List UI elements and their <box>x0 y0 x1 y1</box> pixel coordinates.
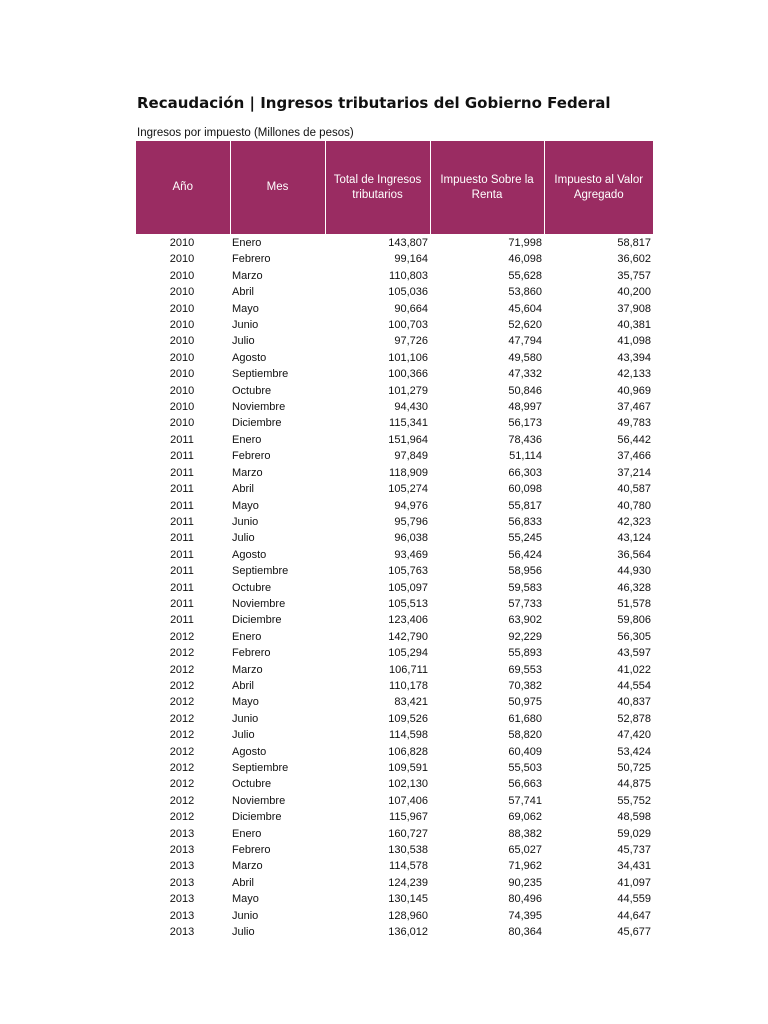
cell-total-tax-revenue: 110,803 <box>389 269 428 282</box>
table-row <box>136 498 653 514</box>
cell-month: Abril <box>232 876 255 889</box>
cell-month: Junio <box>232 909 259 922</box>
cell-year: 2011 <box>170 483 194 496</box>
cell-income-tax: 55,503 <box>508 762 542 774</box>
cell-income-tax: 50,975 <box>508 696 542 709</box>
cell-income-tax: 56,424 <box>508 548 542 561</box>
cell-year: 2013 <box>169 860 195 873</box>
cell-month: Junio <box>232 712 259 725</box>
cell-vat: 41,097 <box>617 876 651 889</box>
cell-total-tax-revenue: 114,598 <box>389 729 428 742</box>
cell-total-tax-revenue: 110,178 <box>389 679 428 692</box>
cell-vat: 44,930 <box>617 565 651 578</box>
cell-vat: 42,323 <box>617 515 651 528</box>
cell-month: Mayo <box>232 893 259 906</box>
table-row <box>136 842 653 858</box>
cell-total-tax-revenue: 94,430 <box>394 401 428 414</box>
cell-income-tax: 55,245 <box>508 532 542 545</box>
table-row <box>136 891 653 907</box>
cell-total-tax-revenue: 100,366 <box>388 368 428 381</box>
table-row <box>136 251 653 267</box>
cell-income-tax: 48,997 <box>508 401 542 414</box>
table-row <box>136 694 653 710</box>
tax-revenue-table <box>136 141 653 940</box>
cell-month: Marzo <box>232 663 263 676</box>
cell-year: 2011 <box>170 499 194 512</box>
cell-month: Julio <box>232 926 255 939</box>
table-row <box>136 399 653 415</box>
cell-income-tax: 52,620 <box>508 319 542 332</box>
cell-total-tax-revenue: 118,909 <box>389 466 428 479</box>
cell-income-tax: 49,580 <box>508 351 542 364</box>
cell-income-tax: 55,628 <box>508 269 542 282</box>
cell-month: Agosto <box>232 745 267 758</box>
cell-income-tax: 57,733 <box>508 597 542 610</box>
cell-year: 2012 <box>169 696 195 709</box>
cell-income-tax: 63,902 <box>508 614 542 627</box>
cell-income-tax: 57,741 <box>508 794 542 807</box>
cell-year: 2010 <box>169 335 195 348</box>
cell-month: Mayo <box>232 696 259 709</box>
cell-year: 2010 <box>169 253 195 266</box>
cell-month: Julio <box>232 532 255 545</box>
cell-year: 2011 <box>170 597 194 610</box>
cell-income-tax: 59,583 <box>508 581 542 594</box>
cell-total-tax-revenue: 97,849 <box>394 450 428 463</box>
table-row <box>136 776 653 792</box>
cell-total-tax-revenue: 100,703 <box>388 319 428 332</box>
cell-vat: 45,737 <box>617 844 651 857</box>
cell-year: 2013 <box>169 926 195 939</box>
table-row <box>136 826 653 842</box>
cell-income-tax: 60,098 <box>508 483 542 496</box>
cell-vat: 47,420 <box>617 729 651 742</box>
table-row <box>136 350 653 366</box>
cell-year: 2011 <box>170 515 194 528</box>
cell-vat: 40,200 <box>617 286 651 299</box>
cell-income-tax: 65,027 <box>508 844 542 857</box>
cell-total-tax-revenue: 130,145 <box>388 893 428 906</box>
cell-year: 2013 <box>169 876 195 889</box>
cell-year: 2013 <box>169 909 195 922</box>
cell-vat: 45,677 <box>617 926 651 939</box>
cell-vat: 44,559 <box>617 893 651 906</box>
table-row <box>136 383 653 399</box>
cell-month: Septiembre <box>232 368 289 381</box>
table-row <box>136 234 653 251</box>
cell-month: Agosto <box>232 548 267 561</box>
cell-year: 2010 <box>169 286 195 299</box>
cell-total-tax-revenue: 99,164 <box>394 253 428 266</box>
cell-total-tax-revenue: 115,341 <box>389 417 428 430</box>
cell-vat: 59,029 <box>617 827 651 840</box>
cell-income-tax: 88,382 <box>508 827 542 840</box>
cell-vat: 55,752 <box>617 794 651 807</box>
cell-year: 2010 <box>169 319 195 332</box>
cell-income-tax: 47,794 <box>508 335 542 348</box>
cell-income-tax: 69,553 <box>508 663 542 676</box>
cell-vat: 41,098 <box>617 335 651 348</box>
cell-month: Noviembre <box>232 794 286 807</box>
cell-income-tax: 53,860 <box>508 286 542 299</box>
cell-vat: 40,381 <box>617 319 651 332</box>
cell-total-tax-revenue: 83,421 <box>394 696 428 709</box>
cell-year: 2010 <box>169 401 195 414</box>
cell-month: Noviembre <box>232 401 286 414</box>
table-row <box>136 481 653 497</box>
table-row <box>136 793 653 809</box>
cell-year: 2012 <box>169 647 195 660</box>
table-row <box>136 563 653 579</box>
cell-month: Julio <box>232 729 255 742</box>
cell-year: 2012 <box>169 712 195 725</box>
cell-month: Junio <box>232 319 259 332</box>
cell-total-tax-revenue: 105,294 <box>388 647 428 660</box>
table-row <box>136 809 653 825</box>
cell-vat: 53,424 <box>617 745 651 758</box>
cell-year: 2010 <box>169 368 195 381</box>
cell-total-tax-revenue: 107,406 <box>388 794 428 807</box>
cell-month: Diciembre <box>232 811 282 824</box>
cell-vat: 49,783 <box>617 417 651 430</box>
table-row <box>136 662 653 678</box>
header-row <box>136 141 653 234</box>
cell-month: Julio <box>232 335 255 348</box>
table-header <box>136 141 653 234</box>
cell-total-tax-revenue: 97,726 <box>394 335 428 348</box>
cell-vat: 56,442 <box>617 433 651 446</box>
cell-total-tax-revenue: 160,727 <box>388 827 428 840</box>
cell-year: 2013 <box>169 827 195 840</box>
cell-vat: 40,780 <box>617 499 651 512</box>
cell-month: Febrero <box>232 647 271 660</box>
cell-vat: 43,124 <box>617 532 651 545</box>
cell-vat: 37,214 <box>617 466 651 479</box>
cell-total-tax-revenue: 94,976 <box>394 499 428 512</box>
cell-income-tax: 80,496 <box>508 893 542 906</box>
cell-income-tax: 92,229 <box>508 630 542 643</box>
cell-total-tax-revenue: 114,578 <box>389 860 428 873</box>
cell-year: 2010 <box>169 302 195 315</box>
cell-total-tax-revenue: 105,097 <box>388 581 428 594</box>
cell-vat: 41,022 <box>617 663 651 676</box>
table-row <box>136 875 653 891</box>
table-row <box>136 530 653 546</box>
table-row <box>136 760 653 776</box>
cell-total-tax-revenue: 105,513 <box>388 597 428 610</box>
cell-income-tax: 80,364 <box>508 926 542 939</box>
cell-month: Septiembre <box>232 565 289 578</box>
cell-vat: 37,466 <box>617 450 651 463</box>
table-body <box>136 234 653 940</box>
table-row <box>136 908 653 924</box>
cell-income-tax: 58,820 <box>508 729 542 742</box>
cell-month: Octubre <box>232 384 272 397</box>
column-header-month: Mes <box>230 141 325 234</box>
cell-month: Enero <box>232 827 262 840</box>
cell-total-tax-revenue: 128,960 <box>388 909 428 922</box>
cell-year: 2011 <box>170 450 194 463</box>
table-row <box>136 284 653 300</box>
cell-month: Marzo <box>232 269 263 282</box>
cell-income-tax: 51,114 <box>509 450 542 463</box>
cell-year: 2011 <box>170 433 194 446</box>
cell-month: Septiembre <box>232 762 289 774</box>
table-row <box>136 448 653 464</box>
cell-income-tax: 90,235 <box>508 876 542 889</box>
table-row <box>136 924 653 940</box>
cell-vat: 48,598 <box>617 811 651 824</box>
table-row <box>136 268 653 284</box>
cell-income-tax: 58,956 <box>508 565 542 578</box>
cell-vat: 40,837 <box>617 696 651 709</box>
cell-total-tax-revenue: 124,239 <box>388 876 428 889</box>
cell-month: Marzo <box>232 860 263 873</box>
table-row <box>136 514 653 530</box>
cell-vat: 51,578 <box>617 597 651 610</box>
cell-year: 2012 <box>169 778 195 791</box>
table-row <box>136 301 653 317</box>
cell-total-tax-revenue: 151,964 <box>388 433 428 446</box>
column-header-income-tax: Impuesto Sobre la Renta <box>430 141 544 234</box>
cell-total-tax-revenue: 105,036 <box>388 286 428 299</box>
cell-total-tax-revenue: 115,967 <box>389 811 428 824</box>
table-row <box>136 858 653 874</box>
cell-income-tax: 55,893 <box>508 647 542 660</box>
cell-month: Enero <box>232 433 262 446</box>
cell-year: 2012 <box>169 679 195 692</box>
cell-income-tax: 56,173 <box>508 417 542 430</box>
cell-vat: 35,757 <box>617 269 651 282</box>
cell-vat: 43,394 <box>617 351 651 364</box>
table-row <box>136 333 653 349</box>
cell-total-tax-revenue: 106,711 <box>389 663 428 676</box>
table-row <box>136 366 653 382</box>
cell-month: Enero <box>232 630 262 643</box>
table-row <box>136 465 653 481</box>
table-row <box>136 727 653 743</box>
cell-income-tax: 70,382 <box>508 679 542 692</box>
table-row <box>136 580 653 596</box>
cell-total-tax-revenue: 96,038 <box>394 532 428 545</box>
cell-month: Octubre <box>232 581 272 594</box>
table-row <box>136 612 653 628</box>
cell-income-tax: 69,062 <box>508 811 542 824</box>
cell-vat: 44,875 <box>617 778 651 791</box>
table-row <box>136 645 653 661</box>
cell-total-tax-revenue: 101,106 <box>388 351 428 364</box>
cell-income-tax: 60,409 <box>508 745 542 758</box>
cell-year: 2012 <box>169 663 195 676</box>
cell-income-tax: 78,436 <box>508 433 542 446</box>
cell-total-tax-revenue: 109,591 <box>388 762 428 774</box>
cell-month: Enero <box>232 237 262 249</box>
table-row <box>136 744 653 760</box>
cell-year: 2012 <box>169 811 195 824</box>
column-header-year: Año <box>136 141 230 234</box>
cell-total-tax-revenue: 101,279 <box>388 384 428 397</box>
cell-vat: 42,133 <box>617 368 651 381</box>
cell-month: Abril <box>232 483 255 496</box>
cell-vat: 50,725 <box>617 762 651 774</box>
cell-month: Abril <box>232 286 255 299</box>
page-title: Recaudación | Ingresos tributarios del Gobierno Federal <box>137 94 611 112</box>
cell-month: Octubre <box>232 778 272 791</box>
cell-income-tax: 74,395 <box>508 909 542 922</box>
cell-vat: 56,305 <box>617 630 651 643</box>
cell-total-tax-revenue: 105,763 <box>388 565 428 578</box>
cell-year: 2012 <box>169 630 195 643</box>
cell-month: Febrero <box>232 844 271 857</box>
cell-year: 2011 <box>170 581 194 594</box>
cell-year: 2012 <box>169 794 195 807</box>
cell-year: 2011 <box>170 466 194 479</box>
cell-month: Mayo <box>232 499 259 512</box>
cell-total-tax-revenue: 109,526 <box>388 712 428 725</box>
cell-vat: 36,564 <box>617 548 651 561</box>
cell-year: 2011 <box>170 532 194 545</box>
cell-income-tax: 55,817 <box>508 499 542 512</box>
cell-month: Mayo <box>232 302 259 315</box>
cell-income-tax: 50,846 <box>508 384 542 397</box>
cell-vat: 46,328 <box>617 581 651 594</box>
cell-year: 2011 <box>170 565 194 578</box>
cell-income-tax: 56,663 <box>508 778 542 791</box>
cell-year: 2011 <box>170 548 194 561</box>
cell-income-tax: 45,604 <box>508 302 542 315</box>
cell-year: 2010 <box>169 269 195 282</box>
cell-vat: 37,908 <box>617 302 651 315</box>
cell-vat: 52,878 <box>617 712 651 725</box>
cell-vat: 58,817 <box>617 237 651 249</box>
cell-month: Marzo <box>232 466 263 479</box>
cell-vat: 59,806 <box>617 614 651 627</box>
cell-vat: 44,647 <box>617 909 651 922</box>
cell-total-tax-revenue: 142,790 <box>388 630 428 643</box>
cell-total-tax-revenue: 102,130 <box>388 778 428 791</box>
cell-year: 2012 <box>169 745 195 758</box>
cell-month: Junio <box>232 515 259 528</box>
column-header-vat: Impuesto al Valor Agregado <box>544 141 653 234</box>
cell-income-tax: 66,303 <box>508 466 542 479</box>
cell-vat: 34,431 <box>617 860 651 873</box>
table-row <box>136 711 653 727</box>
column-header-total-tax-revenue: Total de Ingresos tributarios <box>325 141 430 234</box>
cell-vat: 40,969 <box>617 384 651 397</box>
table-row <box>136 547 653 563</box>
cell-year: 2012 <box>169 762 195 774</box>
table-caption: Ingresos por impuesto (Millones de pesos) <box>137 127 354 139</box>
cell-total-tax-revenue: 123,406 <box>388 614 428 627</box>
cell-year: 2010 <box>169 351 195 364</box>
cell-month: Noviembre <box>232 597 286 610</box>
cell-total-tax-revenue: 136,012 <box>388 926 428 939</box>
cell-total-tax-revenue: 95,796 <box>394 515 428 528</box>
cell-vat: 44,554 <box>617 679 651 692</box>
cell-month: Agosto <box>232 351 267 364</box>
cell-vat: 37,467 <box>617 401 651 414</box>
cell-total-tax-revenue: 106,828 <box>388 745 428 758</box>
table-row <box>136 596 653 612</box>
table-row <box>136 629 653 645</box>
table-row <box>136 432 653 448</box>
cell-income-tax: 56,833 <box>508 515 542 528</box>
cell-year: 2013 <box>169 893 195 906</box>
table-row <box>136 317 653 333</box>
cell-total-tax-revenue: 130,538 <box>388 844 428 857</box>
cell-year: 2013 <box>169 844 195 857</box>
cell-year: 2010 <box>169 384 195 397</box>
table-row <box>136 415 653 431</box>
cell-year: 2010 <box>169 237 195 249</box>
cell-year: 2010 <box>169 417 195 430</box>
cell-income-tax: 46,098 <box>508 253 542 266</box>
cell-year: 2012 <box>169 729 195 742</box>
cell-income-tax: 71,998 <box>508 237 542 249</box>
cell-month: Diciembre <box>232 614 282 627</box>
cell-month: Diciembre <box>232 417 282 430</box>
cell-year: 2011 <box>170 614 194 627</box>
cell-vat: 36,602 <box>617 253 651 266</box>
cell-total-tax-revenue: 93,469 <box>394 548 428 561</box>
cell-total-tax-revenue: 90,664 <box>394 302 428 315</box>
cell-income-tax: 47,332 <box>508 368 542 381</box>
table-row <box>136 678 653 694</box>
cell-income-tax: 61,680 <box>508 712 542 725</box>
cell-month: Febrero <box>232 253 271 266</box>
cell-month: Abril <box>232 679 255 692</box>
cell-income-tax: 71,962 <box>508 860 542 873</box>
cell-total-tax-revenue: 143,807 <box>388 237 428 249</box>
cell-vat: 43,597 <box>617 647 651 660</box>
cell-month: Febrero <box>232 450 271 463</box>
cell-total-tax-revenue: 105,274 <box>388 483 428 496</box>
cell-vat: 40,587 <box>617 483 651 496</box>
